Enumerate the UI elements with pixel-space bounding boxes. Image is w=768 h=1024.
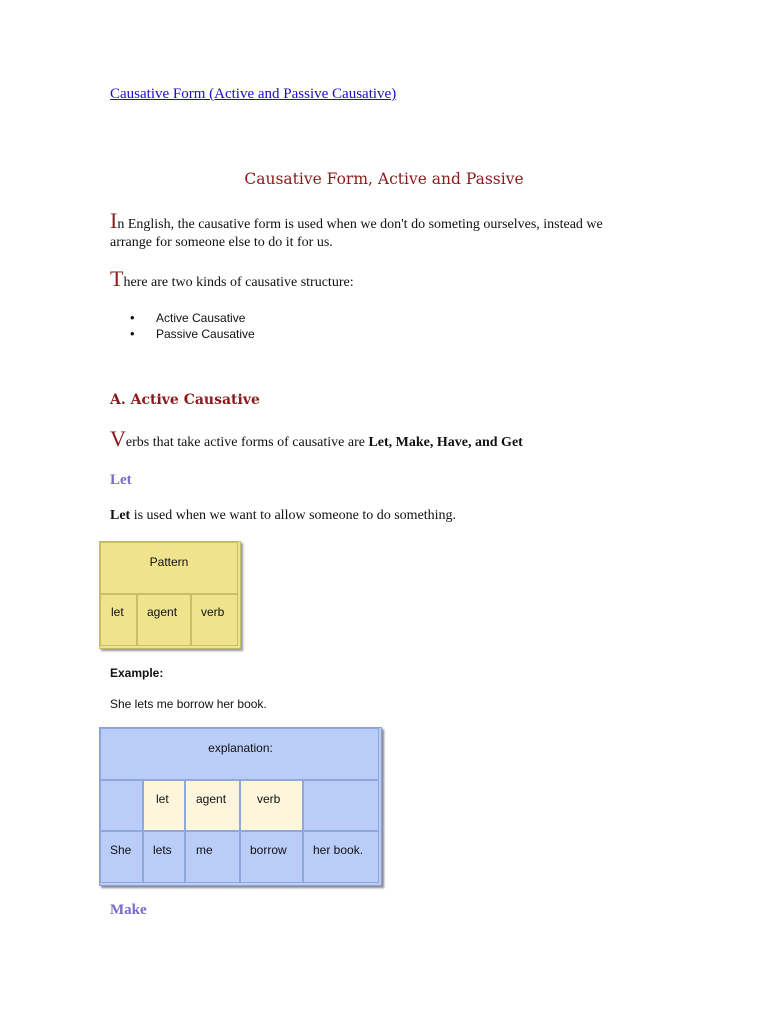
exp-cell: lets (153, 843, 172, 857)
table-cell (185, 780, 240, 831)
example-sentence: She lets me borrow her book. (110, 697, 267, 711)
explanation-header-cell (100, 728, 379, 780)
pattern-cell-let: let (111, 605, 124, 619)
exp-cell: her book. (313, 843, 364, 857)
kinds-text: here are two kinds of causative structure: (123, 275, 354, 290)
example-label: Example: (110, 666, 164, 680)
exp-cell: She (110, 843, 132, 857)
intro-line-1: n English, the causative form is used when we don't do someting ourselves, instead we (117, 217, 603, 232)
intro-line-2: arrange for someone else to do it for us. (110, 235, 333, 250)
intro-paragraph (110, 208, 603, 252)
pattern-cell-verb: verb (201, 605, 225, 619)
pattern-cell (137, 594, 191, 646)
pattern-cell (191, 594, 238, 646)
dropcap-letter: V (110, 426, 126, 451)
pattern-table (99, 541, 241, 649)
pattern-cell-agent: agent (147, 605, 178, 619)
let-description (110, 507, 456, 525)
table-cell (185, 831, 240, 883)
let-desc-text: is used when we want to allow someone to do something. (130, 508, 457, 523)
table-cell (100, 831, 143, 883)
table-cell (240, 831, 303, 883)
list-item: • Active Causative (130, 310, 255, 326)
exp-cell: me (196, 843, 213, 857)
page-title: Causative Form, Active and Passive (244, 170, 524, 188)
title-link[interactable]: Causative Form (Active and Passive Causative) (110, 86, 397, 102)
kinds-list (130, 310, 255, 342)
dropcap-letter: T (110, 266, 124, 291)
let-bold: Let (110, 508, 131, 523)
explanation-table (99, 727, 382, 886)
let-heading: Let (110, 472, 132, 488)
table-cell (143, 780, 185, 831)
exp-cell: borrow (250, 843, 287, 857)
table-cell (143, 831, 185, 883)
pattern-cell (100, 594, 137, 646)
table-cell (303, 780, 379, 831)
exp-cell: let (156, 792, 169, 806)
dropcap-letter: I (110, 208, 118, 233)
verbs-paragraph (110, 426, 523, 452)
kinds-paragraph (110, 266, 354, 292)
table-cell (240, 780, 303, 831)
section-heading-active: A. Active Causative (110, 392, 260, 408)
list-item: • Passive Causative (130, 326, 255, 342)
table-cell (303, 831, 379, 883)
explanation-header: explanation: (208, 741, 273, 755)
pattern-header: Pattern (149, 555, 189, 569)
pattern-header-cell (100, 542, 238, 594)
verbs-list-bold: Let, Make, Have, and Get (368, 435, 523, 450)
make-heading: Make (110, 902, 147, 918)
exp-cell: agent (196, 792, 227, 806)
verbs-text: erbs that take active forms of causative are (125, 435, 369, 450)
exp-cell: verb (257, 792, 281, 806)
table-cell (100, 780, 143, 831)
